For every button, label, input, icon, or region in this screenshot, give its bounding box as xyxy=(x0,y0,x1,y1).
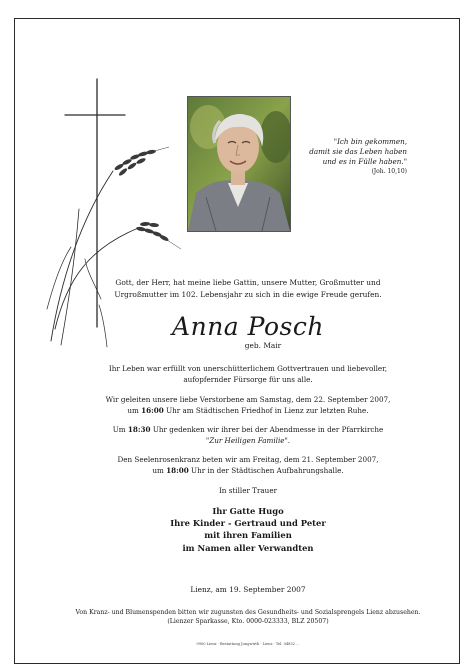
rosary-line: Den Seelenrosenkranz beten wir am Freitag, dem 21. September 2007, xyxy=(117,455,379,464)
funeral-time: 16:00 xyxy=(141,406,164,415)
funeral-line-suffix: Uhr am Städtischen Friedhof in Lienz zur letzten Ruhe. xyxy=(163,406,369,415)
rosary-line xyxy=(55,465,441,476)
life-line: Ihr Leben war erfüllt von unerschütterlichem Gottvertrauen und liebevoller, xyxy=(108,364,388,373)
life-text xyxy=(55,363,441,385)
family-line: Ihr Gatte Hugo xyxy=(212,506,284,516)
family-line: mit ihren Familien xyxy=(204,530,292,541)
mass-time: 18:30 xyxy=(127,425,151,434)
intro-line: Gott, der Herr, hat meine liebe Gattin, unsere Mutter, Großmutter und xyxy=(115,278,381,287)
portrait-photo xyxy=(187,96,291,232)
mourning-label: In stiller Trauer xyxy=(218,486,278,495)
mass-church: "Zur Heiligen Familie". xyxy=(205,436,291,445)
quote-line: und es in Fülle haben." xyxy=(322,157,407,166)
rosary-time: 18:00 xyxy=(166,466,189,475)
donation-account: (Lienzer Sparkasse, Kto. 0000-023333, BLZ 20507) xyxy=(167,618,329,625)
quote-line: damit sie das Leben haben xyxy=(309,147,407,156)
rosary-line-suffix: Uhr in der Städtischen Aufbahrungshalle. xyxy=(188,466,344,475)
funeral-text xyxy=(55,394,441,416)
rosary-line-prefix: um xyxy=(152,466,167,475)
funeral-line xyxy=(55,405,441,416)
bible-quote xyxy=(295,137,407,177)
mass-text xyxy=(55,424,441,446)
place-date: Lienz, am 19. September 2007 xyxy=(190,585,306,594)
life-line: aufopfernder Fürsorge für uns alle. xyxy=(183,375,313,384)
mass-line-prefix: Um xyxy=(112,425,128,434)
intro-line: Urgroßmutter im 102. Lebensjahr zu sich in die ewige Freude gerufen. xyxy=(114,289,382,299)
donation-line: Von Kranz- und Blumenspenden bitten wir zugunsten des Gesundheits- und Sozialsprengels Lienz abzusehen. xyxy=(75,609,421,616)
deceased-name: Anna Posch xyxy=(172,312,324,341)
obituary-card xyxy=(14,18,460,664)
family-line: Ihre Kinder - Gertraud und Peter xyxy=(170,518,326,529)
birth-name: geb. Mair xyxy=(244,341,282,350)
rosary-text xyxy=(55,454,441,476)
funeral-line: Wir geleiten unsere liebe Verstorbene am Samstag, dem 22. September 2007, xyxy=(105,395,391,404)
family-list xyxy=(55,505,441,554)
mass-line xyxy=(55,424,441,435)
printer-imprint: 9900 Lienz · Bestattung Jungwirth · Lienz · Tel. 04852 ... xyxy=(196,642,300,646)
announcement-intro xyxy=(55,277,441,300)
mass-line-suffix: Uhr gedenken wir ihrer bei der Abendmesse in der Pfarrkirche xyxy=(150,425,384,434)
family-line: im Namen aller Verwandten xyxy=(182,542,314,553)
quote-line: "Ich bin gekommen, xyxy=(333,137,407,146)
funeral-line-prefix: um xyxy=(127,406,142,415)
donation-note xyxy=(55,608,441,626)
quote-source: (Joh. 10,10) xyxy=(371,168,407,175)
